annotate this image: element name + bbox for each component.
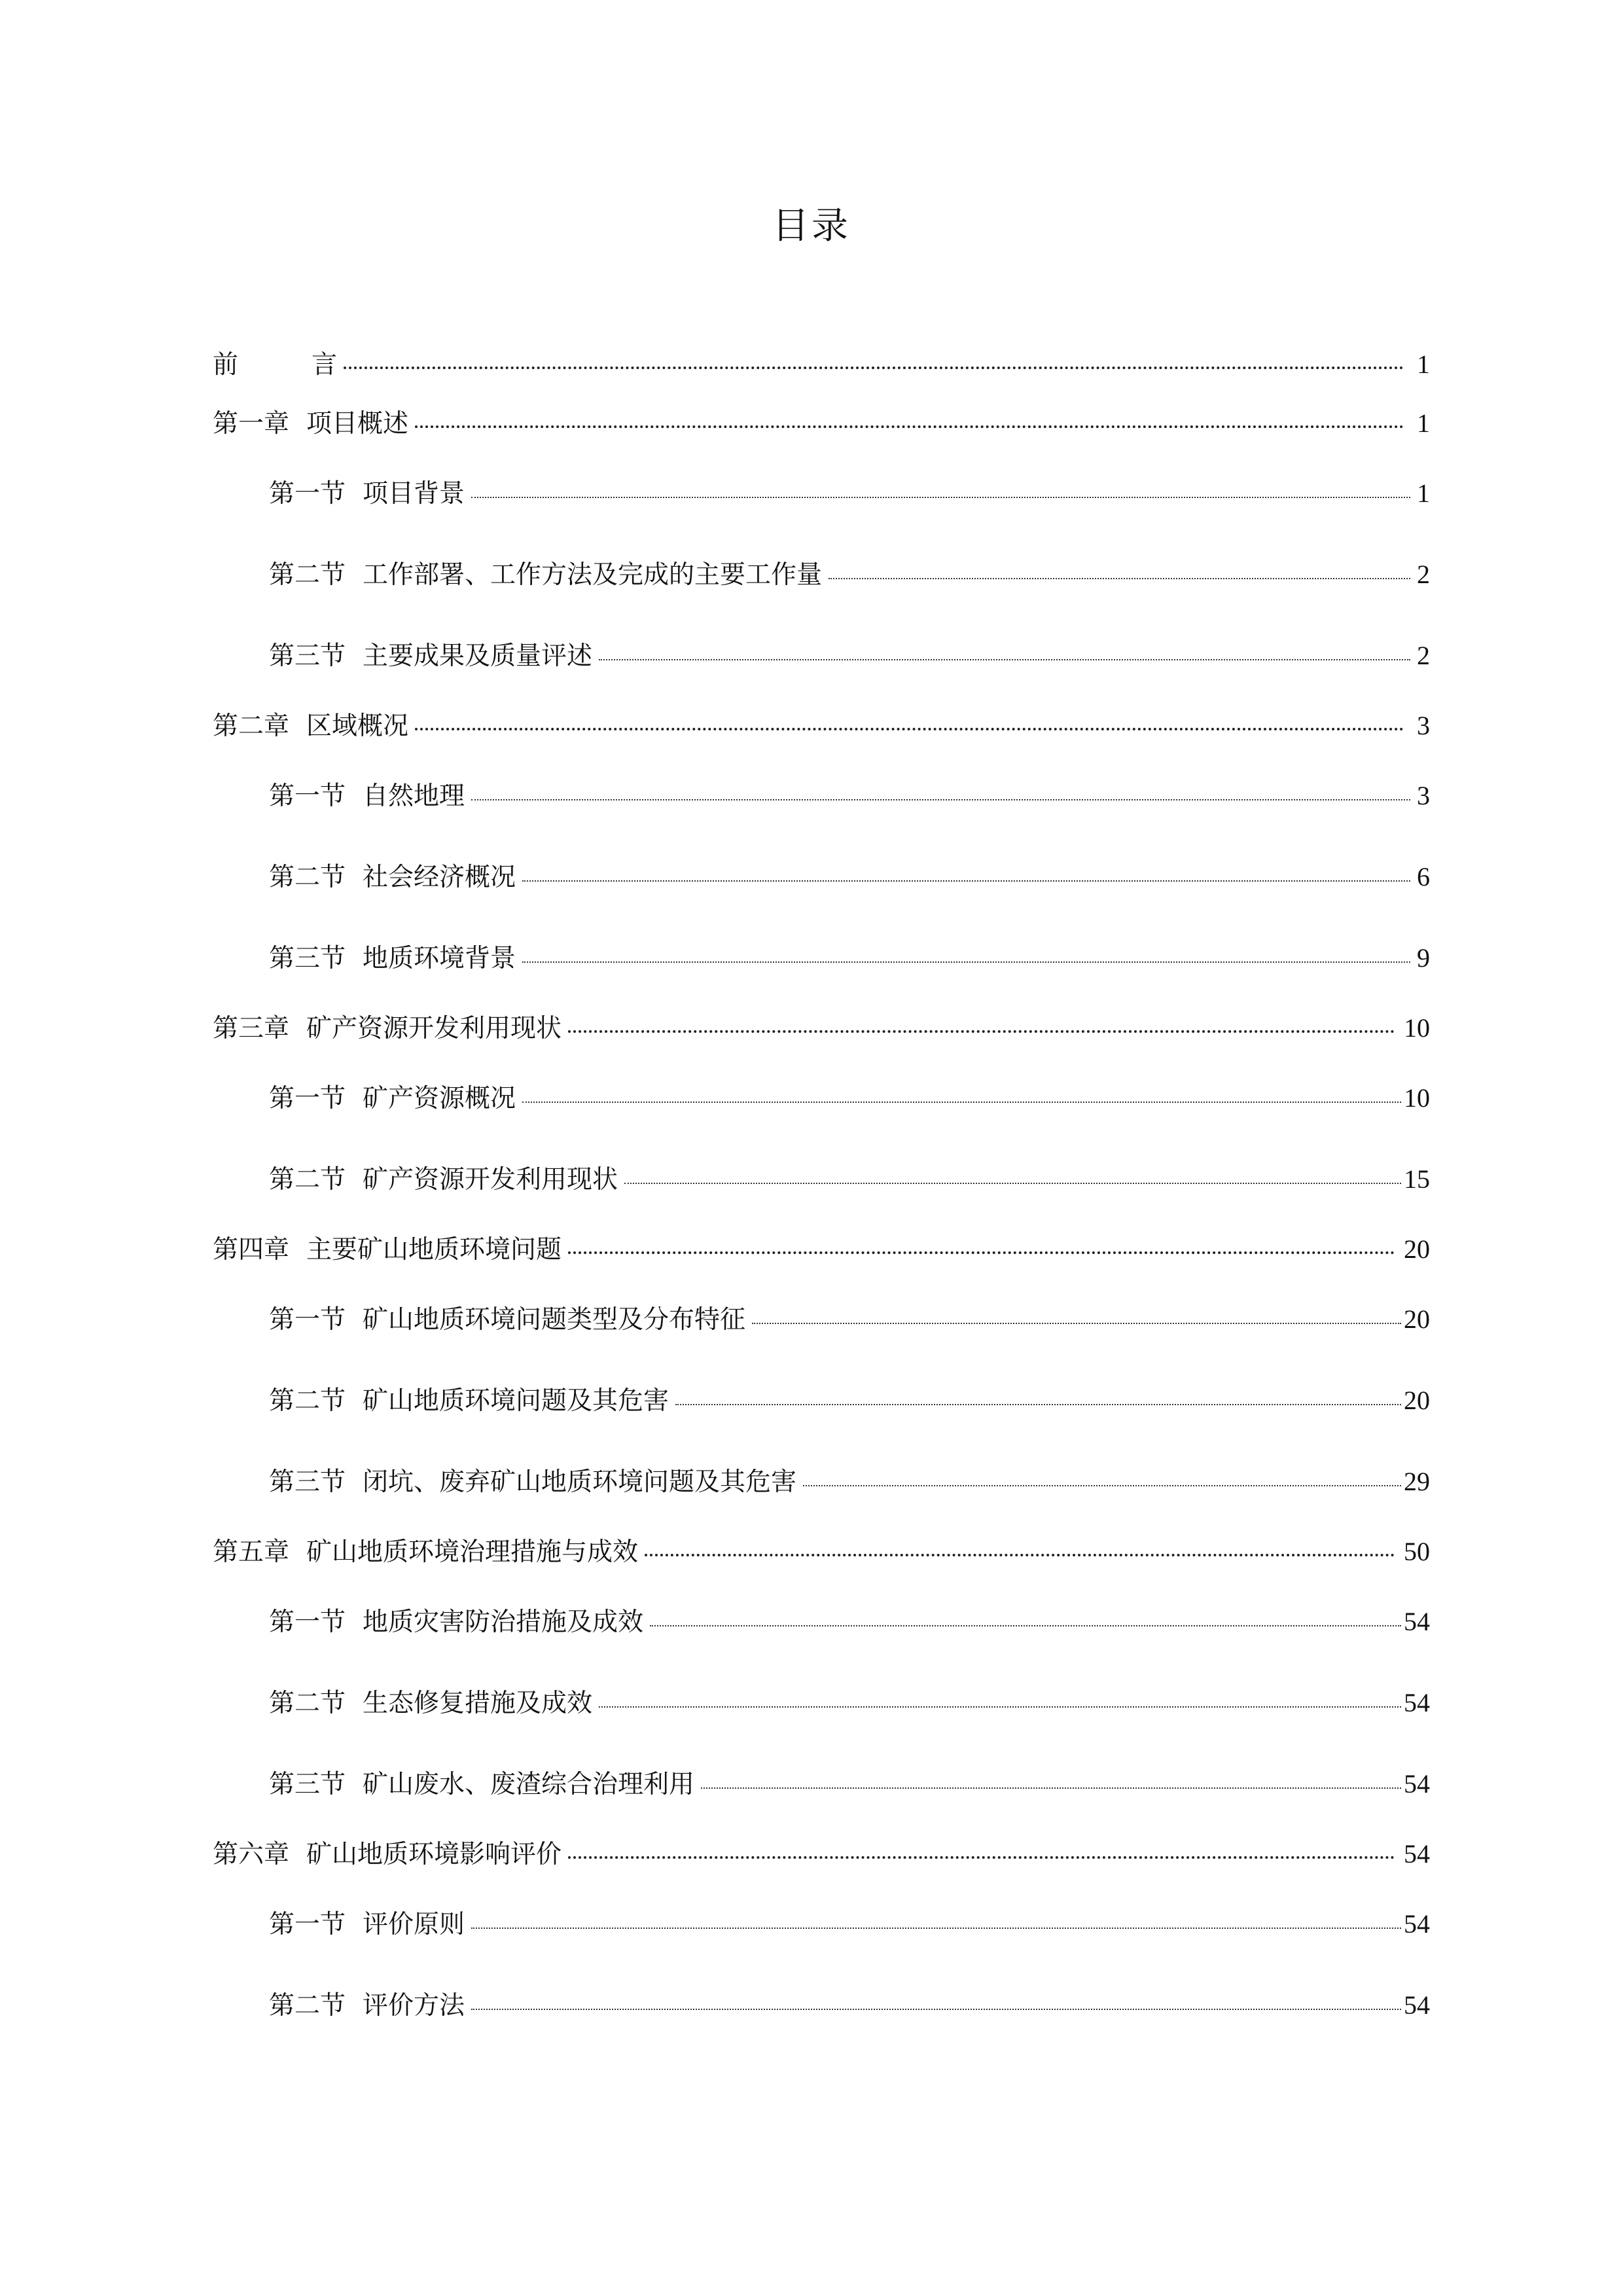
toc-entry-title: 社会经济概况 [363,863,516,892]
toc-section-entry[interactable] [213,1965,1430,2046]
toc-entry-label [269,1058,516,1139]
toc-entry-label [269,756,465,837]
toc-page-number: 20 [1404,1304,1430,1334]
toc-entry-number: 前 [213,350,239,380]
toc-entry-label [213,999,562,1058]
toc-page-number: 50 [1404,1537,1430,1566]
toc-entry-label [213,697,408,756]
dot-leader [701,1787,1401,1789]
toc-entry-number: 第三章 [213,1014,290,1043]
toc-entry-title: 矿山废水、废渣综合治理利用 [363,1770,695,1799]
toc-section-entry[interactable] [213,534,1430,615]
toc-section-entry[interactable] [213,1581,1430,1662]
toc-title: 目录 [772,205,851,247]
toc-section-entry[interactable] [213,918,1430,999]
toc-entry-label [269,918,516,999]
toc-entry-number: 第二章 [213,711,290,741]
toc-page-number: 3 [1417,711,1430,740]
toc-entry-number: 第一节 [269,479,346,509]
dot-leader [599,1706,1401,1708]
toc-page-number: 15 [1404,1164,1430,1194]
toc-entry-number: 第三节 [269,641,346,671]
dot-leader [568,1856,1395,1859]
toc-page-number: 20 [1404,1386,1430,1415]
toc-section-entry[interactable] [213,836,1430,918]
toc-page-number: 20 [1404,1234,1430,1264]
toc-entry-label [269,454,465,535]
toc-entry-number: 第六章 [213,1840,290,1869]
toc-entry-title: 评价方法 [363,1991,465,2020]
toc-section-entry[interactable] [213,615,1430,696]
dot-leader [829,578,1410,579]
dot-leader [599,659,1410,660]
toc-entry-label [269,1442,796,1523]
toc-section-entry[interactable] [213,453,1430,534]
toc-section-entry[interactable] [213,1360,1430,1441]
toc-entry-title: 主要矿山地质环境问题 [306,1235,562,1265]
toc-entry-title: 工作部署、工作方法及完成的主要工作量 [363,560,823,590]
dot-leader [471,1928,1401,1929]
toc-entry-label [269,1965,465,2047]
toc-entry-title: 矿山地质环境问题类型及分布特征 [363,1305,746,1335]
toc-page-number: 54 [1404,1990,1430,2020]
dot-leader [650,1625,1401,1626]
dot-leader [624,1183,1401,1184]
toc-entry-label [269,837,516,918]
dot-leader [568,1030,1395,1033]
toc-entry-number: 第一节 [269,1910,346,1939]
toc-page-number: 2 [1417,641,1430,670]
toc-chapter-entry[interactable] [213,1825,1430,1884]
toc-entry-label [269,1663,592,1744]
toc-entry-title: 言 [312,350,338,380]
dot-leader [471,497,1410,498]
toc-entry-title: 主要成果及质量评述 [363,641,593,671]
toc-page-number: 10 [1404,1083,1430,1113]
toc-section-entry[interactable] [213,1744,1430,1825]
dot-leader [344,367,1404,369]
toc-page-number: 54 [1404,1688,1430,1717]
toc-section-entry[interactable] [213,1279,1430,1360]
toc-section-entry[interactable] [213,1662,1430,1744]
dot-leader [522,961,1410,963]
toc-page-number: 10 [1404,1013,1430,1043]
toc-page-number: 29 [1404,1467,1430,1496]
toc-entry-title: 矿山地质环境影响评价 [306,1840,562,1869]
toc-chapter-entry[interactable] [213,999,1430,1058]
dot-leader [803,1485,1401,1486]
toc-entry-number: 第一节 [269,1607,346,1637]
toc-entry-label [269,1582,643,1663]
toc-entry-title: 区域概况 [306,711,409,741]
toc-entry-label [269,616,592,697]
toc-section-entry[interactable] [213,1884,1430,1965]
toc-entry-title: 评价原则 [363,1910,465,1939]
toc-entry-title: 矿产资源开发利用现状 [363,1165,618,1194]
toc-page-number: 54 [1404,1839,1430,1869]
toc-entry-title: 矿山地质环境治理措施与成效 [306,1537,639,1567]
toc-chapter-entry[interactable] [213,394,1430,453]
toc-entry-label [269,1884,465,1965]
toc-page-number: 1 [1417,350,1430,379]
toc-entry-title: 矿山地质环境问题及其危害 [363,1386,669,1416]
toc-entry-number: 第三节 [269,1770,346,1799]
toc-page-number: 54 [1404,1607,1430,1636]
toc-entry-number: 第四章 [213,1235,290,1265]
toc-page-number: 1 [1417,408,1430,438]
toc-entry-number: 第二节 [269,1991,346,2020]
toc-entry-number: 第一节 [269,781,346,811]
toc-entry-label [269,1361,669,1442]
toc-chapter-entry[interactable] [213,1522,1430,1581]
table-of-contents [213,335,1430,2046]
toc-entry-label [269,535,822,616]
toc-entry-title: 矿产资源开发利用现状 [306,1014,562,1043]
dot-leader [471,2009,1401,2010]
toc-section-entry[interactable] [213,1441,1430,1522]
toc-entry-label [269,1744,694,1825]
toc-entry-label [213,1523,638,1582]
toc-entry-number: 第二节 [269,1689,346,1718]
toc-entry-title: 项目概述 [306,409,409,439]
toc-entry-label [213,395,408,454]
toc-entry-number: 第三节 [269,1467,346,1497]
toc-entry-label [213,336,337,395]
dot-leader [675,1404,1401,1405]
toc-entry-title: 自然地理 [363,781,465,811]
toc-chapter-entry[interactable] [213,696,1430,755]
toc-entry-number: 第三节 [269,944,346,973]
toc-entry-number: 第五章 [213,1537,290,1567]
toc-page-number: 3 [1417,781,1430,810]
dot-leader [522,880,1410,882]
toc-entry-number: 第二节 [269,863,346,892]
toc-entry-title: 地质环境背景 [363,944,516,973]
toc-entry-number: 第一节 [269,1305,346,1335]
toc-entry-title: 矿产资源概况 [363,1084,516,1113]
toc-chapter-entry[interactable] [213,1220,1430,1279]
toc-entry-title: 闭坑、废弃矿山地质环境问题及其危害 [363,1467,797,1497]
dot-leader [522,1102,1401,1103]
toc-section-entry[interactable] [213,1139,1430,1220]
toc-entry-number: 第一章 [213,409,290,439]
dot-leader [471,799,1410,800]
toc-section-entry[interactable] [213,755,1430,836]
toc-section-entry[interactable] [213,1058,1430,1139]
toc-entry-number: 第二节 [269,560,346,590]
toc-page-number: 54 [1404,1769,1430,1799]
toc-entry-label [269,1139,618,1221]
toc-entry-label [213,1221,562,1280]
dot-leader [568,1251,1395,1254]
toc-chapter-entry[interactable] [213,335,1430,394]
toc-page-number: 6 [1417,862,1430,891]
toc-page-number: 1 [1417,478,1430,508]
toc-entry-title: 地质灾害防治措施及成效 [363,1607,644,1637]
dot-leader [645,1554,1395,1556]
toc-page-number: 54 [1404,1909,1430,1939]
toc-page-number: 9 [1417,943,1430,973]
toc-entry-number: 第一节 [269,1084,346,1113]
dot-leader [415,728,1404,730]
toc-entry-title: 生态修复措施及成效 [363,1689,593,1718]
dot-leader [415,425,1404,428]
toc-entry-label [269,1280,745,1361]
toc-page-number: 2 [1417,560,1430,589]
toc-entry-number: 第二节 [269,1386,346,1416]
toc-entry-title: 项目背景 [363,479,465,509]
toc-entry-label [213,1825,562,1884]
dot-leader [752,1323,1401,1324]
toc-entry-number: 第二节 [269,1165,346,1194]
